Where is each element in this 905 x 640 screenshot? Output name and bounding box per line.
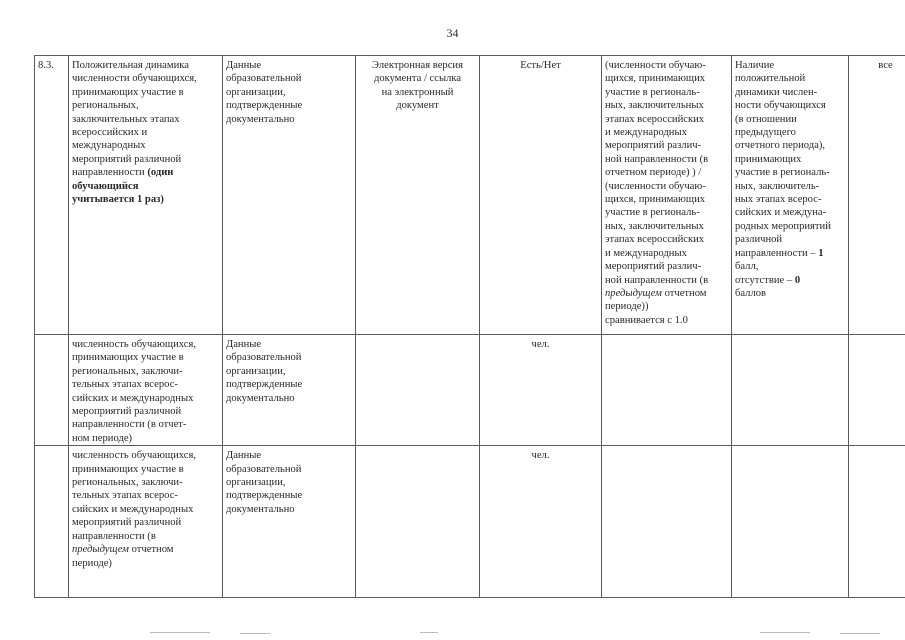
scan-speck — [240, 633, 270, 634]
source-cell — [223, 56, 356, 335]
empty-cell — [35, 446, 69, 598]
indicator-text: численность обучающихся, принимающих участие в региональных, заключи- тельных этапах всерос- сийских и международных мероприятий различной направленности (в — [72, 450, 196, 542]
criteria-text-end: баллов — [735, 287, 767, 299]
row-index: 8.3. — [38, 60, 54, 71]
scan-speck — [760, 632, 810, 633]
unit-cell — [480, 56, 602, 335]
table-row — [35, 446, 905, 598]
empty-cell — [356, 335, 480, 446]
empty-cell — [849, 335, 905, 446]
empty-cell — [602, 446, 732, 598]
empty-cell — [849, 446, 905, 598]
criteria-score-one: 1 — [818, 247, 824, 259]
indicator-cell — [69, 335, 223, 446]
criteria-text: Наличие положительной динамики числен- ности обучающихся (в отношении предыдущего отчетного периода), принимающих участие в региональ- ных, заключитель- ных этапах всерос- сийских и междуна- родных мероприятий различной направленности – — [735, 60, 831, 259]
formula-cell — [602, 56, 732, 335]
unit-text: чел. — [531, 450, 550, 462]
unit-cell — [480, 335, 602, 446]
formula-text-end: отчетном периоде)) сравнивается с 1.0 — [605, 287, 707, 326]
scan-speck — [150, 632, 210, 633]
unit-cell — [480, 446, 602, 598]
formula-text: (численности обучаю- щихся, принимающих участие в региональ- ных, заключительных этапах всероссийских и международных мероприятий различ- ной направленности (в отчетном периоде) ) / (численности обучаю- щихся, принимающих участие в региональ- ных, заключительных этапах всероссийских и международных мероприятий различ- ной направленности (в — [605, 60, 709, 286]
source-cell — [223, 446, 356, 598]
indicator-cell — [69, 446, 223, 598]
indicator-note-bold: (один обучающийся учитывается 1 раз) — [72, 167, 174, 206]
page-number: 34 — [446, 26, 459, 40]
criteria-score-zero: 0 — [794, 274, 801, 286]
unit-text: чел. — [531, 339, 550, 350]
form-text: Электронная версия документа / ссылка на электронный документ — [372, 60, 463, 112]
empty-cell — [732, 335, 849, 446]
applies-to-cell — [849, 56, 905, 335]
criteria-cell — [732, 56, 849, 335]
empty-cell — [356, 446, 480, 598]
source-text: Данные образовательной организации, подтвержденные документально — [226, 450, 303, 515]
form-cell — [356, 56, 480, 335]
criteria-table — [34, 55, 905, 598]
applies-to-text: все — [878, 60, 893, 71]
indicator-text: Положительная динамика численности обучающихся, принимающих участие в региональных, заключительных этапах всероссийских и международных мероприятий различной направленности — [72, 60, 197, 179]
row-index-cell — [35, 56, 69, 335]
source-cell — [223, 335, 356, 446]
empty-cell — [732, 446, 849, 598]
criteria-text-mid: балл, отсутствие – — [735, 261, 793, 286]
scan-speck — [840, 633, 880, 634]
indicator-cell — [69, 56, 223, 335]
table-row — [35, 335, 905, 446]
scan-specks — [0, 620, 905, 640]
indicator-italic-word: предыдущем — [72, 544, 129, 556]
source-text: Данные образовательной организации, подтвержденные документально — [226, 339, 303, 404]
table-row — [35, 56, 905, 335]
unit-text: Есть/Нет — [520, 60, 561, 71]
formula-italic-word: предыдущем — [605, 287, 662, 299]
scan-speck — [420, 632, 438, 633]
empty-cell — [35, 335, 69, 446]
empty-cell — [602, 335, 732, 446]
indicator-text: численность обучающихся, принимающих участие в региональных, заключи- тельных этапах всерос- сийских и международных мероприятий различной направленности (в отчет- ном периоде) — [72, 339, 196, 444]
indicator-text-end: отчетном периоде) — [72, 544, 174, 569]
source-text: Данные образовательной организации, подтвержденные документально — [226, 60, 303, 125]
